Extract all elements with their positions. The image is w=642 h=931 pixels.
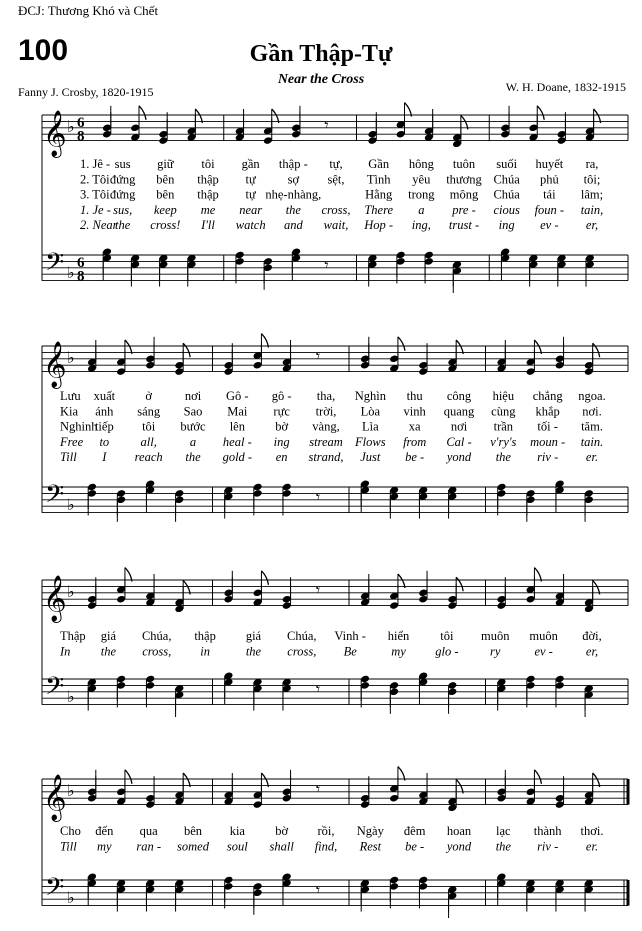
lyric-syllable: ing,	[411, 218, 431, 233]
lyric-syllable: thập	[197, 187, 219, 202]
lyric-syllable: the	[100, 644, 117, 659]
lyric-syllable: giá	[245, 629, 262, 643]
lyric-syllable: tự	[245, 172, 256, 187]
bass-clef: 𝄢	[45, 672, 65, 708]
lyric-syllable: cùng	[491, 404, 516, 419]
hymn-number: 100	[18, 34, 69, 67]
category-label: ĐCJ: Thương Khó và Chết	[18, 3, 159, 18]
lyric-syllable: Lưu	[60, 389, 81, 403]
lyric-syllable: Kia	[60, 404, 79, 419]
hymn-subtitle: Near the Cross	[277, 72, 365, 87]
lyric-syllable: Free	[60, 434, 84, 449]
bass-clef: 𝄢	[45, 480, 65, 516]
lyric-syllable: Cho	[60, 824, 81, 838]
lyricist-credit: Fanny J. Crosby, 1820-1915	[18, 85, 154, 99]
lyric-syllable: tôi	[201, 157, 215, 171]
note-flag	[195, 109, 202, 123]
lyric-syllable: Mai	[227, 404, 248, 419]
lyric-syllable: tự,	[329, 157, 343, 171]
note-flag	[537, 106, 544, 120]
note-flag	[261, 773, 268, 787]
lyric-syllable: Cal -	[446, 434, 472, 449]
lyric-syllable: giữ	[157, 157, 174, 171]
lyric-syllable: soul	[226, 839, 248, 854]
lyric-syllable: kia	[229, 824, 245, 838]
key-flat-treble: ♭	[67, 581, 75, 601]
note-flag	[534, 770, 541, 784]
lyric-syllable: lâm;	[580, 187, 604, 202]
lyric-syllable: the	[245, 644, 262, 659]
lyric-syllable: đời,	[582, 629, 602, 643]
note-flag	[398, 337, 405, 351]
lyric-syllable: watch	[235, 218, 266, 233]
lyric-syllable: me	[200, 202, 216, 217]
lyric-syllable: lạc	[496, 824, 511, 838]
time-signature-bottom: 8	[77, 128, 85, 145]
lyric-syllable: suối	[496, 157, 518, 171]
lyric-syllable: 1. Je -	[80, 202, 111, 217]
lyric-syllable: tain.	[580, 434, 604, 449]
lyric-syllable: en	[275, 450, 288, 465]
lyric-syllable: trời,	[315, 404, 337, 419]
lyric-syllable: Chúa,	[287, 629, 317, 643]
lyric-syllable: I	[102, 450, 107, 465]
time-signature-top: 6	[77, 254, 85, 271]
lyric-syllable: Gần	[368, 157, 390, 171]
lyric-syllable: 2. Near	[80, 218, 118, 233]
lyric-syllable: huyết	[535, 157, 564, 171]
note-flag	[534, 340, 541, 354]
note-flag	[261, 334, 268, 348]
eighth-rest: 𝄾	[324, 115, 329, 135]
lyric-syllable: er,	[585, 644, 599, 659]
eighth-rest: 𝄾	[315, 880, 321, 900]
lyric-syllable: foun -	[534, 202, 565, 217]
lyric-syllable: Just	[360, 450, 381, 465]
hymn-title: Gần Thập-Tự	[249, 41, 393, 67]
lyric-syllable: nơi	[184, 389, 202, 403]
lyric-syllable: the	[185, 450, 201, 465]
lyric-syllable: Sao	[183, 404, 203, 419]
lyric-syllable: xa	[408, 419, 421, 434]
lyric-syllable: ran -	[136, 839, 161, 854]
lyric-syllable: qua	[139, 824, 158, 838]
note-flag	[272, 109, 279, 123]
lyric-syllable: er.	[585, 839, 599, 854]
key-flat-treble: ♭	[67, 116, 75, 136]
eighth-rest: 𝄾	[324, 255, 329, 275]
lyric-syllable: thập -	[278, 157, 308, 171]
lyric-syllable: hiển	[387, 629, 410, 643]
lyric-syllable: ing	[273, 434, 290, 449]
lyric-syllable: find,	[314, 839, 338, 854]
time-signature-bottom: 8	[77, 268, 85, 285]
lyric-syllable: nơi.	[582, 404, 602, 419]
key-flat-bass: ♭	[67, 263, 75, 283]
time-signature-top: 6	[77, 114, 85, 131]
lyric-syllable: bờ	[275, 824, 289, 838]
lyric-syllable: to	[99, 434, 110, 449]
lyric-syllable: yond	[446, 450, 472, 465]
lyric-syllable: đứng	[109, 187, 136, 202]
note-flag	[593, 343, 600, 357]
lyric-syllable: ev -	[540, 218, 559, 233]
lyric-syllable: tôi;	[583, 172, 601, 187]
lyric-syllable: ra,	[585, 157, 599, 171]
lyric-syllable: my	[391, 644, 406, 659]
lyric-syllable: Chúa	[493, 172, 520, 187]
lyric-syllable: hiệu	[492, 389, 515, 403]
lyric-syllable: muôn	[481, 629, 510, 643]
lyric-syllable: phủ	[539, 172, 559, 187]
lyric-syllable: tự	[245, 187, 256, 202]
lyric-syllable: ánh	[95, 404, 114, 419]
key-flat-treble: ♭	[67, 347, 75, 367]
lyric-syllable: Hằng	[365, 187, 393, 202]
note-flag	[404, 103, 411, 117]
lyric-syllable: wait,	[323, 218, 349, 233]
lyric-syllable: tuôn	[452, 157, 476, 171]
lyric-syllable: hoan	[446, 824, 472, 838]
lyric-syllable: be -	[405, 450, 425, 465]
lyric-syllable: tối -	[537, 419, 558, 434]
lyric-syllable: khắp	[535, 404, 560, 419]
lyric-syllable: tha,	[316, 389, 336, 403]
lyric-syllable: nơi	[450, 419, 468, 434]
eighth-rest: 𝄾	[315, 779, 321, 799]
treble-clef: 𝄞	[43, 774, 67, 821]
lyric-syllable: the	[495, 450, 511, 465]
lyric-syllable: a	[418, 202, 425, 217]
lyric-syllable: in	[200, 644, 210, 659]
lyric-syllable: v'ry's	[490, 434, 517, 449]
lyric-syllable: sệt,	[327, 172, 345, 187]
lyric-syllable: There	[364, 202, 394, 217]
lyric-syllable: 3. Tôi	[80, 187, 110, 202]
lyric-syllable: Lìa	[361, 419, 379, 434]
note-flag	[593, 773, 600, 787]
note-flag	[534, 568, 541, 582]
lyric-syllable: Ngày	[356, 824, 384, 838]
lyric-syllable: ngoa.	[578, 389, 606, 403]
lyric-syllable: thập	[194, 629, 216, 643]
lyric-syllable: Thập	[60, 629, 86, 643]
lyric-syllable: gold -	[222, 450, 253, 465]
lyric-syllable: thu	[406, 389, 423, 403]
lyric-syllable: 2. Tôi	[80, 172, 110, 187]
lyric-syllable: tain,	[580, 202, 604, 217]
note-flag	[261, 571, 268, 585]
lyric-syllable: trong	[408, 187, 435, 202]
lyric-syllable: sợ	[287, 172, 300, 187]
lyric-syllable: glo -	[435, 644, 459, 659]
note-flag	[456, 577, 463, 591]
lyric-syllable: thơi.	[580, 824, 604, 838]
lyric-syllable: cross,	[321, 202, 351, 217]
lyric-syllable: a	[189, 434, 197, 449]
lyric-syllable: Vinh -	[334, 629, 366, 643]
note-flag	[183, 343, 190, 357]
lyric-syllable: I'll	[201, 218, 215, 233]
eighth-rest: 𝄾	[315, 487, 321, 507]
lyric-syllable: mông	[449, 187, 479, 202]
eighth-rest: 𝄾	[315, 346, 321, 366]
lyric-syllable: keep	[153, 202, 177, 217]
lyric-syllable: pre -	[452, 202, 476, 217]
composer-credit: W. H. Doane, 1832-1915	[505, 80, 626, 94]
eighth-rest: 𝄾	[315, 580, 321, 600]
lyric-syllable: strand,	[308, 450, 344, 465]
bass-clef: 𝄢	[45, 248, 65, 284]
lyric-syllable: Nghìn	[354, 389, 386, 403]
lyric-syllable: Rest	[359, 839, 382, 854]
lyric-syllable: be -	[405, 839, 425, 854]
lyric-syllable: tôi	[142, 419, 156, 434]
lyric-syllable: tái	[543, 187, 556, 202]
note-flag	[139, 106, 146, 120]
lyric-syllable: near	[239, 202, 263, 217]
lyric-syllable: sus,	[113, 202, 133, 217]
key-flat-bass: ♭	[67, 495, 75, 515]
lyric-syllable: công	[446, 389, 472, 403]
lyric-syllable: er,	[585, 218, 599, 233]
treble-clef: 𝄞	[43, 575, 67, 622]
note-flag	[125, 340, 132, 354]
lyric-syllable: thập	[197, 172, 219, 187]
lyric-syllable: trust -	[448, 218, 480, 233]
lyric-syllable: stream	[309, 434, 343, 449]
key-flat-treble: ♭	[67, 780, 75, 800]
treble-clef: 𝄞	[43, 110, 67, 157]
lyric-syllable: from	[403, 434, 427, 449]
lyric-syllable: cious	[493, 202, 520, 217]
lyric-syllable: Nghinh	[60, 419, 98, 434]
lyric-syllable: đêm	[403, 824, 426, 838]
lyric-syllable: Lòa	[360, 404, 381, 419]
lyric-syllable: the	[115, 218, 131, 233]
lyric-syllable: yond	[446, 839, 472, 854]
lyric-syllable: yêu	[412, 172, 431, 187]
lyric-syllable: giá	[100, 629, 117, 643]
treble-clef: 𝄞	[43, 341, 67, 388]
lyric-syllable: hông	[408, 157, 434, 171]
note-flag	[461, 115, 468, 129]
eighth-rest: 𝄾	[315, 679, 321, 699]
lyric-syllable: nhẹ-nhàng,	[265, 187, 322, 202]
lyric-syllable: shall	[269, 839, 294, 854]
lyric-syllable: lên	[229, 419, 245, 434]
lyric-syllable: bên	[183, 824, 203, 838]
lyric-syllable: Hop -	[364, 218, 394, 233]
lyric-syllable: riv -	[537, 450, 559, 465]
lyric-syllable: Till	[60, 450, 77, 465]
lyric-syllable: cross,	[142, 644, 172, 659]
lyric-syllable: 1. Jê -	[80, 157, 111, 171]
note-flag	[456, 340, 463, 354]
key-flat-bass: ♭	[67, 888, 75, 908]
lyric-syllable: er.	[585, 450, 599, 465]
lyric-syllable: the	[285, 202, 301, 217]
lyric-syllable: sáng	[137, 404, 161, 419]
lyric-syllable: Till	[60, 839, 77, 854]
lyric-syllable: heal -	[222, 434, 252, 449]
lyric-syllable: cross!	[150, 218, 181, 233]
lyric-syllable: In	[60, 644, 71, 659]
lyric-syllable: ing	[498, 218, 515, 233]
lyric-syllable: the	[495, 839, 511, 854]
lyric-syllable: trần	[493, 419, 514, 434]
lyric-syllable: bờ	[275, 419, 289, 434]
lyric-syllable: all,	[140, 434, 157, 449]
lyric-syllable: Chúa,	[141, 629, 172, 643]
lyric-syllable: quang	[443, 404, 475, 419]
note-flag	[594, 109, 601, 123]
lyric-syllable: ry	[490, 644, 501, 659]
note-flag	[183, 773, 190, 787]
lyric-syllable: tôi	[440, 629, 454, 643]
note-flag	[183, 580, 190, 594]
lyric-syllable: muôn	[529, 629, 558, 643]
lyric-syllable: rồi,	[317, 824, 335, 838]
lyric-syllable: sus	[114, 157, 131, 171]
lyric-syllable: gô -	[271, 389, 292, 403]
lyric-syllable: ev -	[534, 644, 553, 659]
lyric-syllable: bên	[156, 172, 175, 187]
lyric-syllable: cross,	[287, 644, 317, 659]
lyric-syllable: gần	[241, 157, 260, 171]
lyric-syllable: somed	[177, 839, 209, 854]
lyric-syllable: reach	[134, 450, 163, 465]
lyric-syllable: rực	[273, 404, 290, 419]
lyric-syllable: thương	[446, 172, 482, 187]
lyric-syllable: moun -	[530, 434, 566, 449]
lyric-syllable: Chúa	[493, 187, 520, 202]
lyric-syllable: Gô -	[226, 389, 249, 403]
lyric-syllable: đứng	[109, 172, 136, 187]
note-flag	[456, 779, 463, 793]
lyric-syllable: Tình	[366, 172, 391, 187]
lyric-syllable: bên	[156, 187, 175, 202]
lyric-syllable: and	[283, 218, 303, 233]
lyric-syllable: vàng,	[312, 419, 340, 434]
lyric-syllable: thành	[533, 824, 562, 838]
lyric-syllable: vinh	[403, 404, 426, 419]
note-flag	[593, 580, 600, 594]
lyric-syllable: đến	[95, 824, 114, 838]
note-flag	[125, 770, 132, 784]
lyric-syllable: chẳng	[532, 389, 563, 403]
note-flag	[398, 574, 405, 588]
lyric-syllable: Flows	[355, 434, 386, 449]
lyric-syllable: Be	[343, 644, 357, 659]
note-flag	[398, 767, 405, 781]
lyric-syllable: bước	[180, 419, 206, 434]
lyric-syllable: tiếp	[94, 419, 114, 434]
lyric-syllable: riv -	[537, 839, 559, 854]
lyric-syllable: xuất	[93, 389, 116, 403]
lyric-syllable: my	[97, 839, 112, 854]
key-flat-bass: ♭	[67, 687, 75, 707]
lyric-syllable: tăm.	[581, 419, 603, 434]
note-flag	[125, 568, 132, 582]
lyric-syllable: ở	[145, 389, 152, 403]
bass-clef: 𝄢	[45, 873, 65, 909]
